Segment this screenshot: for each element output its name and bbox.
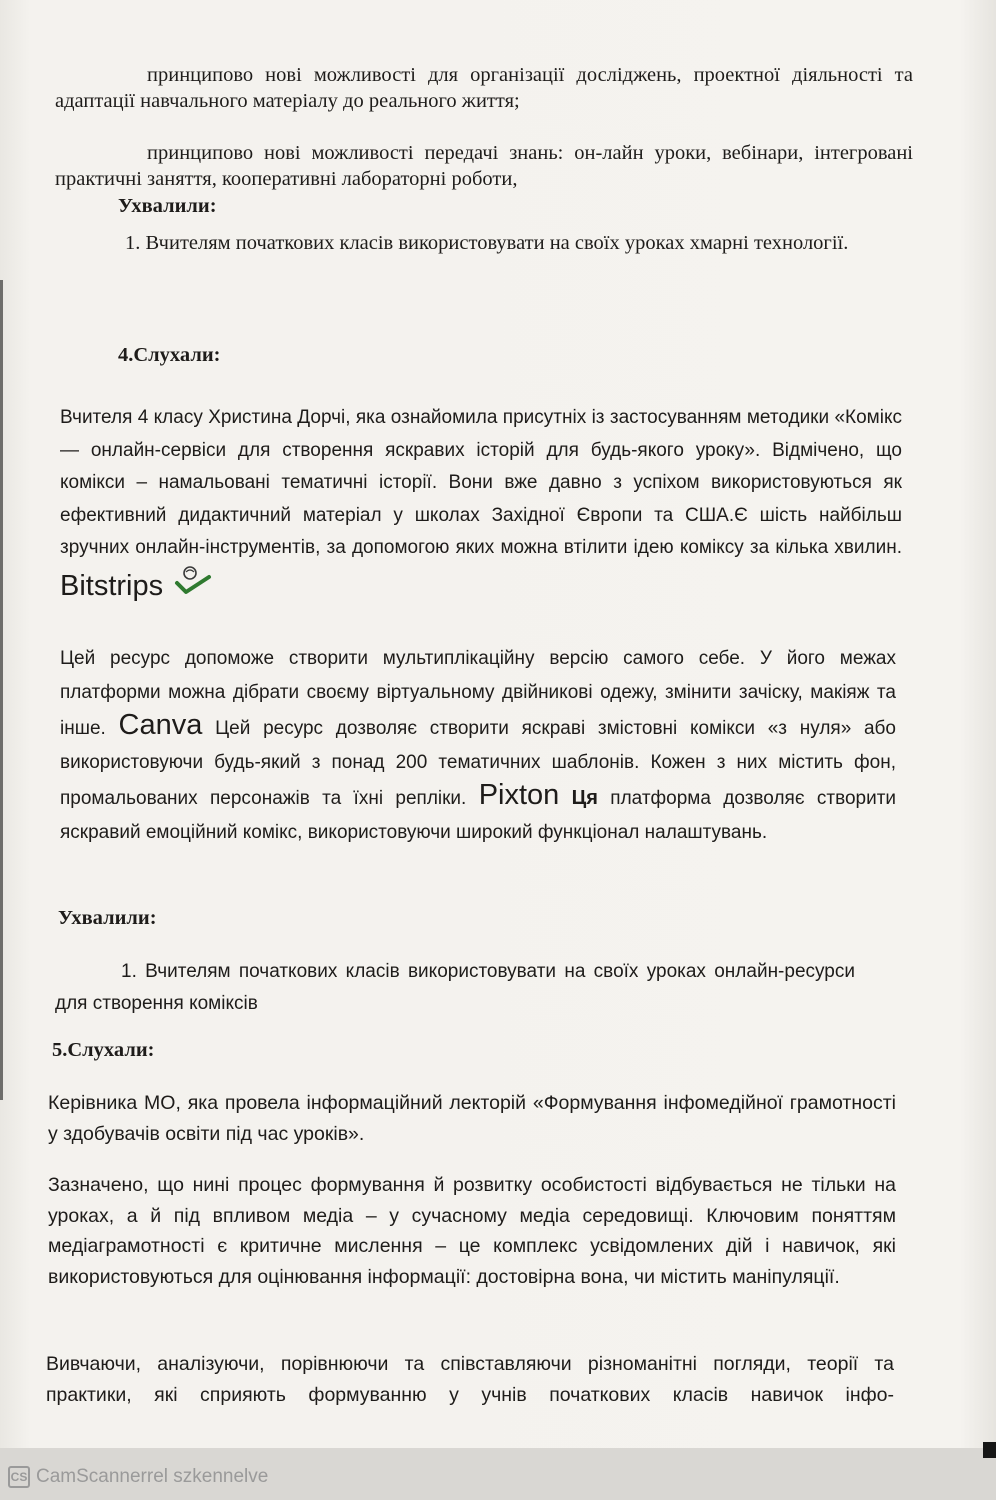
paragraph-decision-comics: 1. Вчителям початкових класів використовувати на своїх уроках онлайн-ресурси для створення коміксів bbox=[55, 961, 855, 1014]
heading-section-5: 5.Слухали: bbox=[52, 1039, 155, 1061]
camscanner-watermark bbox=[8, 1462, 268, 1492]
heading-approved-1: Ухвалили: bbox=[118, 195, 217, 217]
brand-canva: Canva bbox=[118, 709, 203, 741]
scan-edge-line bbox=[0, 280, 3, 1100]
paragraph-media-lecture: Керівника МО, яка провела інформаційний лекторій «Формування інфомедійної грамотності у здобувачів освіти під час уроків». bbox=[48, 1092, 896, 1145]
pixton-description-start: Ця bbox=[571, 787, 598, 809]
camscanner-icon: CS bbox=[8, 1466, 30, 1488]
pixton-description: платформа дозволяє створити яскравий емоційний комікс, використовуючи широкий функціонал налаштувань. bbox=[60, 788, 897, 843]
paragraph-knowledge-transfer: принципово нові можливості передачі знань: он-лайн уроки, вебінари, інтегровані практичні заняття, кооперативні лабораторні роботи, bbox=[55, 142, 913, 190]
paragraph-media-literacy: Зазначено, що нині процес формування й розвитку особистості відбувається не тільки на уроках, а й під впливом медіа – у сучасному медіа середовищі. Ключовим поняттям медіаграмотності є критичне мислення – це комплекс усвідомлених дій і навичок, які використовуються для оцінювання інформації: достовірна вона, чи містить маніпуляції. bbox=[48, 1174, 896, 1288]
checkmark-logo-icon bbox=[173, 565, 213, 611]
brand-bitstrips: Bitstrips bbox=[60, 569, 164, 602]
paragraph-research-possibilities: принципово нові можливості для організації досліджень, проектної діяльності та адаптації навчального матеріалу до реального життя; bbox=[55, 64, 913, 112]
brand-pixton: Pixton bbox=[478, 779, 560, 811]
canva-description: Цей ресурс дозволяє створити яскраві змістовні комікси «з нуля» або використовуючи будь-який з понад 200 тематичних шаблонів. Кожен з них містить фон, промальованих персонажів та їхні репліки. bbox=[60, 718, 896, 809]
camscanner-text: CamScannerrel szkennelve bbox=[36, 1466, 269, 1487]
paragraph-comics-intro bbox=[60, 402, 902, 610]
heading-section-4: 4.Слухали: bbox=[118, 344, 221, 366]
comics-intro-text: Вчителя 4 класу Христина Дорчі, яка ознайомила присутніх із застосуванням методики «Комікс — онлайн-сервіси для створення яскравих історій для будь-якого уроку». Відмічено, що комікси – намальовані тематичні історії. Вони вже давно з успіхом використовуються як ефективний дидактичний матеріал у школах Західної Європи та США.Є шість найбільш зручних онлайн-інструментів, за допомогою яких можна втілити ідею коміксу за кілька хвилин. bbox=[60, 407, 902, 558]
page-corner-mark bbox=[983, 1442, 996, 1458]
bitstrips-description: Цей ресурс допоможе створити мультиплікаційну версію самого себе. У його межах платформи можна дібрати своєму віртуальному двійникові одежу, змінити зачіску, макіяж та інше. bbox=[60, 648, 896, 739]
heading-approved-2: Ухвалили: bbox=[58, 907, 157, 929]
paragraph-comics-tools bbox=[60, 642, 896, 849]
paragraph-decision-cloud: 1. Вчителям початкових класів використовувати на своїх уроках хмарні технології. bbox=[125, 232, 849, 254]
paragraph-media-practice: Вивчаючи, аналізуючи, порівнюючи та співставляючи різноманітні погляди, теорії та практики, які сприяють формуванню у учнів початкових класів навичок інфо- bbox=[46, 1353, 894, 1406]
